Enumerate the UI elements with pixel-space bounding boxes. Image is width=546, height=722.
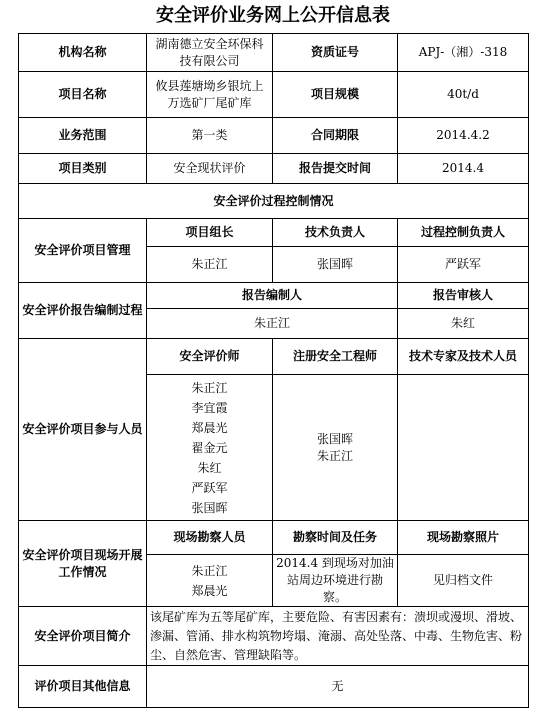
assessors-label: 安全评价师 bbox=[147, 339, 273, 375]
other-info-label: 评价项目其他信息 bbox=[19, 666, 147, 708]
experts-label: 技术专家及技术人员 bbox=[398, 339, 529, 375]
survey-time-label: 勘察时间及任务 bbox=[273, 521, 398, 555]
tech-lead-label: 技术负责人 bbox=[273, 219, 398, 247]
scope-value: 第一类 bbox=[147, 118, 273, 154]
participants-label: 安全评价项目参与人员 bbox=[19, 339, 147, 521]
surveyors-value: 朱正江 郑晨光 bbox=[147, 555, 273, 607]
org-value: 湖南德立安全环保科技有限公司 bbox=[147, 34, 273, 72]
page-title: 安全评价业务网上公开信息表 bbox=[156, 5, 390, 26]
project-type-label: 项目类别 bbox=[19, 154, 147, 184]
project-management-label: 安全评价项目管理 bbox=[19, 219, 147, 283]
project-intro-value: 该尾矿库为五等尾矿库，主要危险、有害因素有：溃坝或漫坝、滑坡、渗漏、管涌、排水构筑物垮塌、淹溺、高处坠落、中毒、生物危害、粉尘、自然危害、管理缺陷等。 bbox=[147, 607, 529, 666]
tech-lead-value: 张国晖 bbox=[273, 247, 398, 283]
other-info-value: 无 bbox=[147, 666, 529, 708]
org-label: 机构名称 bbox=[19, 34, 147, 72]
project-intro-label: 安全评价项目简介 bbox=[19, 607, 147, 666]
project-scale-label: 项目规模 bbox=[273, 72, 398, 118]
team-leader-value: 朱正江 bbox=[147, 247, 273, 283]
report-author-value: 朱正江 bbox=[147, 309, 398, 339]
team-leader-label: 项目组长 bbox=[147, 219, 273, 247]
report-reviewer-value: 朱红 bbox=[398, 309, 529, 339]
cert-label: 资质证号 bbox=[273, 34, 398, 72]
cert-value: APJ-（湘）-318 bbox=[398, 34, 529, 72]
process-control-label: 过程控制负责人 bbox=[398, 219, 529, 247]
report-reviewer-label: 报告审核人 bbox=[398, 283, 529, 309]
report-author-label: 报告编制人 bbox=[147, 283, 398, 309]
process-section-header: 安全评价过程控制情况 bbox=[19, 184, 529, 219]
contract-value: 2014.4.2 bbox=[398, 118, 529, 154]
project-type-value: 安全现状评价 bbox=[147, 154, 273, 184]
survey-time-value: 2014.4 到现场对加油站周边环境进行勘察。 bbox=[273, 555, 398, 607]
engineers-label: 注册安全工程师 bbox=[273, 339, 398, 375]
project-scale-value: 40t/d bbox=[398, 72, 529, 118]
contract-label: 合同期限 bbox=[273, 118, 398, 154]
report-compile-label: 安全评价报告编制过程 bbox=[19, 283, 147, 339]
process-control-value: 严跃军 bbox=[398, 247, 529, 283]
photos-label: 现场勘察照片 bbox=[398, 521, 529, 555]
report-time-label: 报告提交时间 bbox=[273, 154, 398, 184]
photos-value: 见归档文件 bbox=[398, 555, 529, 607]
surveyors-label: 现场勘察人员 bbox=[147, 521, 273, 555]
assessors-value: 朱正江 李宜霞 郑晨光 翟金元 朱红 严跃军 张国晖 bbox=[147, 375, 273, 521]
report-time-value: 2014.4 bbox=[398, 154, 529, 184]
scope-label: 业务范围 bbox=[19, 118, 147, 154]
site-work-label: 安全评价项目现场开展工作情况 bbox=[19, 521, 147, 607]
engineers-value: 张国晖 朱正江 bbox=[273, 375, 398, 521]
experts-value bbox=[398, 375, 529, 521]
project-name-label: 项目名称 bbox=[19, 72, 147, 118]
info-table bbox=[18, 33, 529, 708]
project-name-value: 攸县莲塘坳乡银坑上万选矿厂尾矿库 bbox=[147, 72, 273, 118]
